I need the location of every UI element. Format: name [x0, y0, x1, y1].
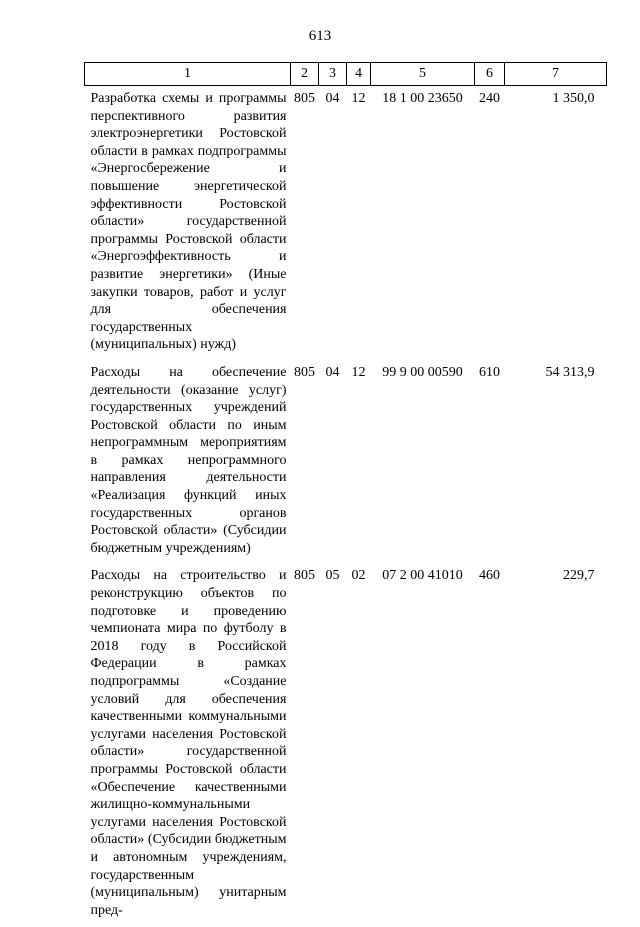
column-header-ministry: 2 [291, 63, 319, 86]
column-header-expense-type: 6 [475, 63, 505, 86]
row-subsection-code: 12 [351, 91, 366, 106]
row-expense-type: 460 [479, 568, 500, 584]
row-ministry-code: 805 [294, 91, 315, 106]
column-header-amount: 7 [505, 63, 607, 86]
row-amount: 54 313,9 [545, 364, 595, 380]
row-amount: 1 350,0 [552, 91, 595, 106]
row-ministry-code: 805 [294, 364, 315, 380]
row-expense-type: 240 [479, 91, 500, 106]
column-header-description: 1 [85, 63, 291, 86]
column-header-subsection: 4 [347, 63, 371, 86]
column-header-target-article: 5 [371, 63, 475, 86]
row-section-code: 04 [325, 91, 340, 106]
row-description: Расходы на обеспечение деятельности (оказание услуг) государственных учреждений Ростовской области по иным непрограммным мероприятиям в рамках непрограммного направления деятельности «Реализация функций иных государственных органов Ростовской области» (Субсидии бюджетным учреждениям) [90, 364, 287, 556]
row-section-code: 04 [325, 364, 340, 380]
row-section-code: 05 [325, 568, 340, 584]
row-ministry-code: 805 [294, 568, 315, 584]
row-amount: 229,7 [563, 568, 595, 584]
page-number: 613 [308, 28, 332, 44]
row-target-article: 99 9 00 00590 [382, 364, 463, 380]
row-description: Расходы на строительство и реконструкцию объектов по подготовке и проведению чемпионата мира по футболу в 2018 году в Российской Федерации в рамках подпрограммы «Создание условий для обеспечения качественными коммунальными услугами населения Ростовской области» государственной программы Ростовской области «Обеспечение качественными жилищно-коммунальными услугами населения Ростовской области» (Субсидии бюджетным и автономным учреждениям, государственным (муниципальным) унитарным пред- [90, 568, 287, 918]
column-header-section: 3 [319, 63, 347, 86]
row-expense-type: 610 [479, 364, 500, 380]
row-target-article: 07 2 00 41010 [382, 568, 463, 584]
row-subsection-code: 12 [351, 364, 366, 380]
table-row [85, 565, 607, 927]
header-row [85, 63, 607, 86]
budget-table [84, 62, 607, 927]
table-row [85, 362, 607, 566]
table-row [85, 86, 607, 362]
row-subsection-code: 02 [351, 568, 366, 584]
row-description: Разработка схемы и программы перспективного развития электроэнергетики Ростовской области в рамках подпрограммы «Энергосбережение и повышение энергетической эффективности Ростовской области» государственной программы Ростовской области «Энергоэффективность и развитие энергетики» (Иные закупки товаров, работ и услуг для обеспечения государственных (муниципальных) нужд) [90, 91, 287, 353]
row-target-article: 18 1 00 23650 [382, 91, 463, 106]
